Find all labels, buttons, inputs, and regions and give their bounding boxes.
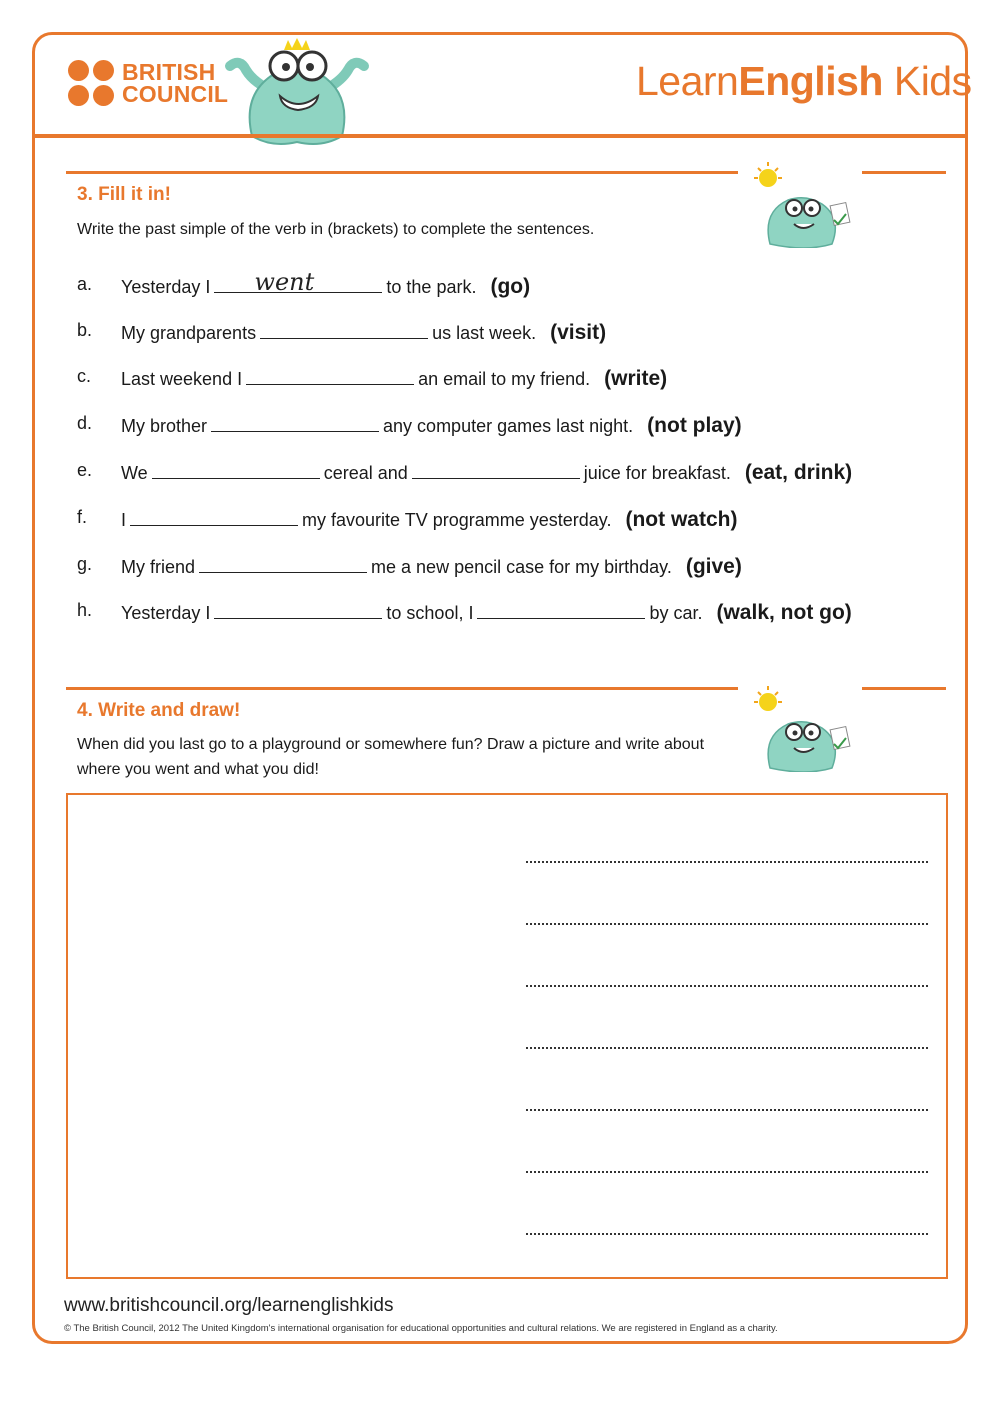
answer-blank[interactable] [412,460,580,479]
section4-title: 4. Write and draw! [77,700,241,721]
verb-hint: (not play) [647,414,742,437]
writing-line[interactable] [526,985,928,987]
british-council-text [122,61,228,105]
header-divider [35,134,965,138]
verb-hint: (eat, drink) [744,461,853,484]
british-council-logo [68,60,228,110]
item-text: My friend [121,557,196,577]
item-text: me a new pencil case for my birthday. [371,557,672,577]
item-letter: b. [77,320,93,340]
answer-blank[interactable] [211,413,379,432]
section4-rule-left [66,687,738,690]
item-text: Yesterday I [121,277,211,297]
monster-idea-icon [748,682,858,772]
section4-rule-right [862,687,946,690]
verb-hint: (give) [685,555,742,578]
writing-line[interactable] [526,923,928,925]
monster-idea-icon [748,158,858,248]
item-letter: c. [77,366,92,386]
learnenglish-kids-logo [636,58,972,105]
item-letter: e. [77,460,93,480]
item-text: I [121,510,127,530]
answer-blank[interactable] [260,320,428,339]
monster-mascot-icon [222,36,372,146]
answer-blank[interactable] [477,600,645,619]
item-text: an email to my friend. [418,369,591,389]
handwritten-answer: went [254,268,315,296]
item-text: My grandparents [121,323,257,343]
item-text: We [121,463,148,483]
item-text: any computer games last night. [383,416,634,436]
writing-line[interactable] [526,861,928,863]
answer-blank[interactable] [130,507,298,526]
logo-kids: Kids [882,58,972,104]
answer-blank[interactable] [214,600,382,619]
verb-hint: (walk, not go) [716,601,852,624]
writing-line[interactable] [526,1109,928,1111]
item-text: to the park. [386,277,477,297]
item-text: juice for breakfast. [583,463,731,483]
logo-english: English [738,58,883,104]
item-text: my favourite TV programme yesterday. [302,510,612,530]
item-text: cereal and [323,463,408,483]
answer-blank[interactable] [246,366,414,385]
item-text: by car. [649,603,703,623]
writing-line[interactable] [526,1171,928,1173]
item-text: to school, I [386,603,474,623]
brand-line1: BRITISH [122,59,216,85]
item-letter: g. [77,554,93,574]
item-text: My brother [121,416,208,436]
answer-blank[interactable] [214,268,382,296]
writing-line[interactable] [526,1047,928,1049]
item-text: Last weekend I [121,369,243,389]
logo-learn: Learn [636,58,739,104]
answer-blank[interactable] [152,460,320,479]
item-text: Yesterday I [121,603,211,623]
section3-rule-right [862,171,946,174]
section4-instructions: When did you last go to a playground or somewhere fun? Draw a picture and write about where you went and what you did! [77,736,705,778]
item-letter: h. [77,600,93,620]
verb-hint: (go) [490,275,531,298]
section3-instructions: Write the past simple of the verb in (brackets) to complete the sentences. [77,221,595,238]
item-letter: d. [77,413,93,433]
answer-blank[interactable] [199,554,367,573]
brand-line2: COUNCIL [122,81,229,107]
verb-hint: (write) [604,367,668,390]
item-letter: a. [77,274,93,294]
item-letter: f. [77,507,88,527]
section3-rule-left [66,171,738,174]
drawing-area[interactable] [66,793,948,1279]
footer-url[interactable]: www.britishcouncil.org/learnenglishkids [64,1295,394,1316]
verb-hint: (not watch) [625,508,738,531]
british-council-dots-icon [68,60,116,108]
footer-copyright: © The British Council, 2012 The United Kingdom's international organisation for educational opportunities and cultural relations. We are registered in England as a charity. [64,1323,778,1334]
writing-line[interactable] [526,1233,928,1235]
section3-title: 3. Fill it in! [77,184,171,205]
verb-hint: (visit) [550,321,607,344]
item-text: us last week. [432,323,537,343]
